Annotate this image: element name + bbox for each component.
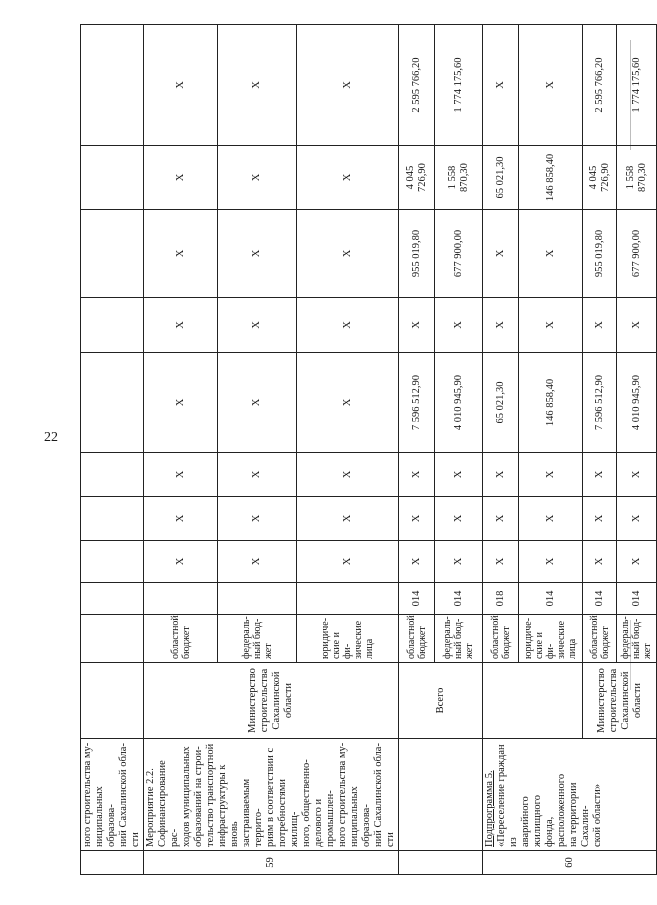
source-cell: федераль- ный бюд- жет (617, 615, 657, 663)
row-number-cell: 60 (483, 851, 657, 875)
value-cell: X (483, 541, 519, 583)
source-cell: областной бюджет (583, 615, 617, 663)
value-cell: X (144, 210, 218, 298)
code-cell: 014 (435, 583, 483, 615)
value-cell: 2 595 766,20 (399, 25, 435, 146)
row-number-cell (81, 851, 144, 875)
value-cell: X (399, 497, 435, 541)
code-cell: 014 (617, 583, 657, 615)
source-cell: областной бюджет (483, 615, 519, 663)
value-cell: X (617, 453, 657, 497)
value-cell: X (519, 541, 583, 583)
executor-cell: Министерство строительства Сахалинской области (583, 663, 657, 739)
code-cell (81, 583, 144, 615)
value-cell: X (297, 298, 399, 353)
executor-cell (483, 663, 583, 739)
value-cell: 1 774 175,60 (435, 25, 483, 146)
page-number: 22 (44, 430, 58, 445)
value-cell: 7 596 512,90 (399, 353, 435, 453)
value-cell: X (519, 497, 583, 541)
value-cell: X (583, 541, 617, 583)
value-cell: X (583, 298, 617, 353)
total-label-cell: Всего (399, 663, 483, 739)
value-cell: X (519, 453, 583, 497)
value-cell: 146 858,40 (519, 146, 583, 210)
executor-cell: Министерство строительства Сахалинской области (144, 663, 399, 739)
value-cell: X (399, 298, 435, 353)
value-cell: X (144, 497, 218, 541)
value-cell (81, 210, 144, 298)
value-cell: X (218, 146, 297, 210)
value-cell (81, 25, 144, 146)
value-cell: X (483, 453, 519, 497)
value-cell: 1 774 175,60 (617, 25, 657, 146)
table-row (144, 25, 218, 875)
code-cell: 014 (519, 583, 583, 615)
value-cell: X (435, 541, 483, 583)
code-cell (144, 583, 218, 615)
code-cell: 014 (583, 583, 617, 615)
value-cell: X (519, 25, 583, 146)
value-cell: X (483, 497, 519, 541)
value-cell: 1 558 870,30 (617, 146, 657, 210)
value-cell: 677 900,00 (617, 210, 657, 298)
value-cell: X (617, 497, 657, 541)
code-cell (297, 583, 399, 615)
description-cell: Мероприятие 2.2. Софинансирование рас- ходов муниципальных образований на строи- тельство транспортной инфраструктуры к вновь застраиваемым террито- риям в соответствии с потребностями жилищ- ного, общественно- делового и промышлен- ного строительства му- ниципальных образова- ний Сахалинской обла- сти (144, 739, 399, 851)
value-cell: X (218, 453, 297, 497)
value-cell (81, 353, 144, 453)
table-row (81, 25, 144, 875)
value-cell: X (218, 497, 297, 541)
source-cell (81, 615, 144, 663)
value-cell: X (399, 453, 435, 497)
value-cell: X (399, 541, 435, 583)
table-row (399, 25, 435, 875)
executor-cell (81, 663, 144, 739)
value-cell: X (617, 541, 657, 583)
value-cell: 955 019,80 (583, 210, 617, 298)
description-cell (399, 739, 483, 851)
value-cell: X (297, 541, 399, 583)
value-cell: 4 045 726,90 (399, 146, 435, 210)
source-cell: федераль- ный бюд- жет (435, 615, 483, 663)
value-cell (81, 497, 144, 541)
source-cell: областной бюджет (399, 615, 435, 663)
source-cell: юридиче- ские и фи- зические лица (297, 615, 399, 663)
value-cell: X (297, 453, 399, 497)
value-cell: X (297, 25, 399, 146)
value-cell (81, 298, 144, 353)
row-number-cell (399, 851, 483, 875)
source-cell: юридиче- ские и фи- зические лица (519, 615, 583, 663)
value-cell: X (144, 298, 218, 353)
value-cell: X (483, 298, 519, 353)
value-cell: 146 858,40 (519, 353, 583, 453)
value-cell: 7 596 512,90 (583, 353, 617, 453)
row-number-cell: 59 (144, 851, 399, 875)
value-cell (81, 541, 144, 583)
budget-table (80, 24, 657, 875)
value-cell: X (617, 298, 657, 353)
value-cell: 4 010 945,90 (617, 353, 657, 453)
code-cell: 014 (399, 583, 435, 615)
value-cell: X (583, 497, 617, 541)
code-cell (218, 583, 297, 615)
rotated-table-container (80, 25, 653, 875)
description-cell: ного строительства му- ниципальных образова- ний Сахалинской обла- сти (81, 739, 144, 851)
value-cell: X (297, 353, 399, 453)
value-cell: X (218, 210, 297, 298)
value-cell: X (483, 210, 519, 298)
value-cell: X (144, 146, 218, 210)
value-cell: X (297, 146, 399, 210)
value-cell: 4 045 726,90 (583, 146, 617, 210)
value-cell: X (483, 25, 519, 146)
description-cell: Подпрограмма 5. «Переселение граждан из аварийного жилищного фонда, расположенного на территории Сахалин- ской области» (483, 739, 657, 851)
table-row (483, 25, 519, 875)
value-cell: 4 010 945,90 (435, 353, 483, 453)
value-cell: 65 021,30 (483, 353, 519, 453)
value-cell: 2 595 766,20 (583, 25, 617, 146)
value-cell: X (519, 298, 583, 353)
value-cell: 65 021,30 (483, 146, 519, 210)
value-cell: X (435, 497, 483, 541)
value-cell: X (144, 353, 218, 453)
value-cell: X (218, 298, 297, 353)
value-cell (81, 453, 144, 497)
value-cell: X (144, 453, 218, 497)
value-cell: X (519, 210, 583, 298)
value-cell: X (218, 25, 297, 146)
value-cell: X (435, 298, 483, 353)
value-cell: X (218, 541, 297, 583)
value-cell: X (583, 453, 617, 497)
source-cell: федераль- ный бюд- жет (218, 615, 297, 663)
value-cell: X (297, 497, 399, 541)
value-cell: 955 019,80 (399, 210, 435, 298)
value-cell (81, 146, 144, 210)
value-cell: X (144, 25, 218, 146)
value-cell: X (435, 453, 483, 497)
value-cell: X (297, 210, 399, 298)
code-cell: 018 (483, 583, 519, 615)
value-cell: X (144, 541, 218, 583)
value-cell: 677 900,00 (435, 210, 483, 298)
source-cell: областной бюджет (144, 615, 218, 663)
value-cell: X (218, 353, 297, 453)
value-cell: 1 558 870,30 (435, 146, 483, 210)
